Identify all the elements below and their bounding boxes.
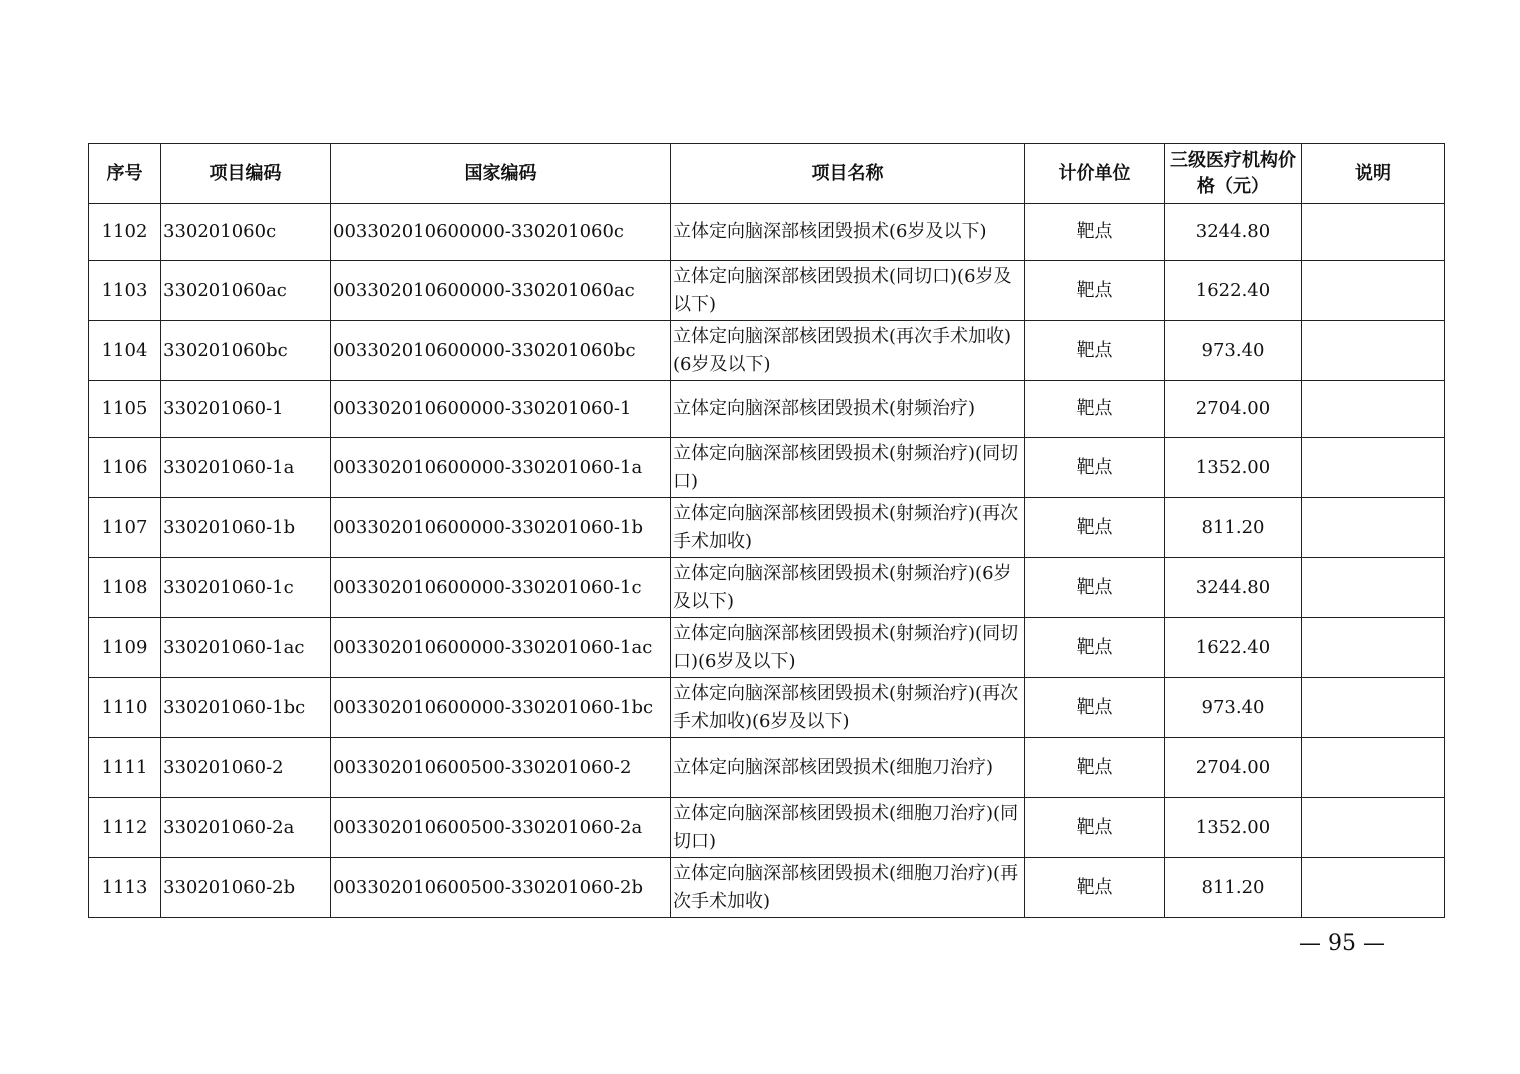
header-seq: 序号 xyxy=(89,144,161,204)
cell-seq: 1111 xyxy=(89,738,161,798)
cell-item-name: 立体定向脑深部核团毁损术(细胞刀治疗)(同切口) xyxy=(671,798,1025,858)
cell-unit: 靶点 xyxy=(1025,858,1165,918)
cell-note xyxy=(1302,438,1445,498)
cell-unit: 靶点 xyxy=(1025,321,1165,381)
table-row xyxy=(89,678,1445,738)
cell-unit: 靶点 xyxy=(1025,618,1165,678)
header-item-name: 项目名称 xyxy=(671,144,1025,204)
cell-national-code: 003302010600000-330201060ac xyxy=(331,261,671,321)
cell-unit: 靶点 xyxy=(1025,678,1165,738)
table-row xyxy=(89,498,1445,558)
cell-seq: 1102 xyxy=(89,204,161,261)
cell-item-name: 立体定向脑深部核团毁损术(细胞刀治疗) xyxy=(671,738,1025,798)
cell-item-code: 330201060c xyxy=(161,204,331,261)
cell-price: 1352.00 xyxy=(1165,798,1302,858)
cell-item-name: 立体定向脑深部核团毁损术(细胞刀治疗)(再次手术加收) xyxy=(671,858,1025,918)
cell-unit: 靶点 xyxy=(1025,498,1165,558)
cell-item-name: 立体定向脑深部核团毁损术(射频治疗)(同切口) xyxy=(671,438,1025,498)
table-row xyxy=(89,438,1445,498)
cell-item-name: 立体定向脑深部核团毁损术(6岁及以下) xyxy=(671,204,1025,261)
cell-national-code: 003302010600000-330201060-1bc xyxy=(331,678,671,738)
table-row xyxy=(89,798,1445,858)
cell-national-code: 003302010600500-330201060-2a xyxy=(331,798,671,858)
cell-note xyxy=(1302,558,1445,618)
cell-seq: 1103 xyxy=(89,261,161,321)
cell-price: 1352.00 xyxy=(1165,438,1302,498)
cell-note xyxy=(1302,204,1445,261)
cell-seq: 1109 xyxy=(89,618,161,678)
cell-item-code: 330201060-1bc xyxy=(161,678,331,738)
price-table xyxy=(88,143,1445,918)
cell-item-name: 立体定向脑深部核团毁损术(射频治疗)(同切口)(6岁及以下) xyxy=(671,618,1025,678)
table-row xyxy=(89,321,1445,381)
cell-seq: 1108 xyxy=(89,558,161,618)
cell-item-code: 330201060-2 xyxy=(161,738,331,798)
cell-item-name: 立体定向脑深部核团毁损术(再次手术加收)(6岁及以下) xyxy=(671,321,1025,381)
table-row xyxy=(89,204,1445,261)
cell-item-name: 立体定向脑深部核团毁损术(射频治疗)(再次手术加收)(6岁及以下) xyxy=(671,678,1025,738)
cell-seq: 1110 xyxy=(89,678,161,738)
cell-seq: 1107 xyxy=(89,498,161,558)
cell-item-code: 330201060-1ac xyxy=(161,618,331,678)
cell-unit: 靶点 xyxy=(1025,438,1165,498)
cell-price: 973.40 xyxy=(1165,321,1302,381)
cell-seq: 1104 xyxy=(89,321,161,381)
header-national-code: 国家编码 xyxy=(331,144,671,204)
cell-unit: 靶点 xyxy=(1025,261,1165,321)
cell-national-code: 003302010600000-330201060-1c xyxy=(331,558,671,618)
cell-unit: 靶点 xyxy=(1025,798,1165,858)
cell-price: 1622.40 xyxy=(1165,618,1302,678)
cell-item-name: 立体定向脑深部核团毁损术(射频治疗)(再次手术加收) xyxy=(671,498,1025,558)
page-number: — 95 — xyxy=(1299,931,1385,956)
cell-national-code: 003302010600500-330201060-2 xyxy=(331,738,671,798)
cell-price: 2704.00 xyxy=(1165,381,1302,438)
table-row xyxy=(89,738,1445,798)
cell-item-code: 330201060-2b xyxy=(161,858,331,918)
cell-item-code: 330201060-1c xyxy=(161,558,331,618)
cell-national-code: 003302010600000-330201060bc xyxy=(331,321,671,381)
cell-national-code: 003302010600000-330201060c xyxy=(331,204,671,261)
cell-unit: 靶点 xyxy=(1025,204,1165,261)
cell-unit: 靶点 xyxy=(1025,738,1165,798)
cell-note xyxy=(1302,738,1445,798)
cell-item-name: 立体定向脑深部核团毁损术(射频治疗)(6岁及以下) xyxy=(671,558,1025,618)
cell-item-code: 330201060bc xyxy=(161,321,331,381)
header-note: 说明 xyxy=(1302,144,1445,204)
table-row xyxy=(89,618,1445,678)
cell-price: 973.40 xyxy=(1165,678,1302,738)
cell-price: 1622.40 xyxy=(1165,261,1302,321)
cell-note xyxy=(1302,618,1445,678)
cell-item-name: 立体定向脑深部核团毁损术(同切口)(6岁及以下) xyxy=(671,261,1025,321)
cell-note xyxy=(1302,798,1445,858)
cell-national-code: 003302010600000-330201060-1ac xyxy=(331,618,671,678)
table-header-row xyxy=(89,144,1445,204)
cell-item-code: 330201060ac xyxy=(161,261,331,321)
cell-seq: 1106 xyxy=(89,438,161,498)
cell-price: 3244.80 xyxy=(1165,558,1302,618)
cell-price: 811.20 xyxy=(1165,858,1302,918)
cell-price: 2704.00 xyxy=(1165,738,1302,798)
cell-seq: 1113 xyxy=(89,858,161,918)
cell-price: 3244.80 xyxy=(1165,204,1302,261)
cell-seq: 1112 xyxy=(89,798,161,858)
table-row xyxy=(89,858,1445,918)
header-unit: 计价单位 xyxy=(1025,144,1165,204)
cell-note xyxy=(1302,261,1445,321)
cell-note xyxy=(1302,321,1445,381)
cell-national-code: 003302010600000-330201060-1a xyxy=(331,438,671,498)
header-item-code: 项目编码 xyxy=(161,144,331,204)
cell-note xyxy=(1302,498,1445,558)
cell-item-code: 330201060-1b xyxy=(161,498,331,558)
cell-unit: 靶点 xyxy=(1025,381,1165,438)
cell-note xyxy=(1302,381,1445,438)
cell-item-code: 330201060-2a xyxy=(161,798,331,858)
cell-national-code: 003302010600000-330201060-1b xyxy=(331,498,671,558)
cell-seq: 1105 xyxy=(89,381,161,438)
header-price: 三级医疗机构价格（元） xyxy=(1165,144,1302,204)
cell-item-name: 立体定向脑深部核团毁损术(射频治疗) xyxy=(671,381,1025,438)
cell-national-code: 003302010600000-330201060-1 xyxy=(331,381,671,438)
table-row xyxy=(89,261,1445,321)
table-row xyxy=(89,558,1445,618)
cell-unit: 靶点 xyxy=(1025,558,1165,618)
cell-note xyxy=(1302,678,1445,738)
table-row xyxy=(89,381,1445,438)
cell-item-code: 330201060-1a xyxy=(161,438,331,498)
cell-note xyxy=(1302,858,1445,918)
cell-national-code: 003302010600500-330201060-2b xyxy=(331,858,671,918)
cell-item-code: 330201060-1 xyxy=(161,381,331,438)
cell-price: 811.20 xyxy=(1165,498,1302,558)
